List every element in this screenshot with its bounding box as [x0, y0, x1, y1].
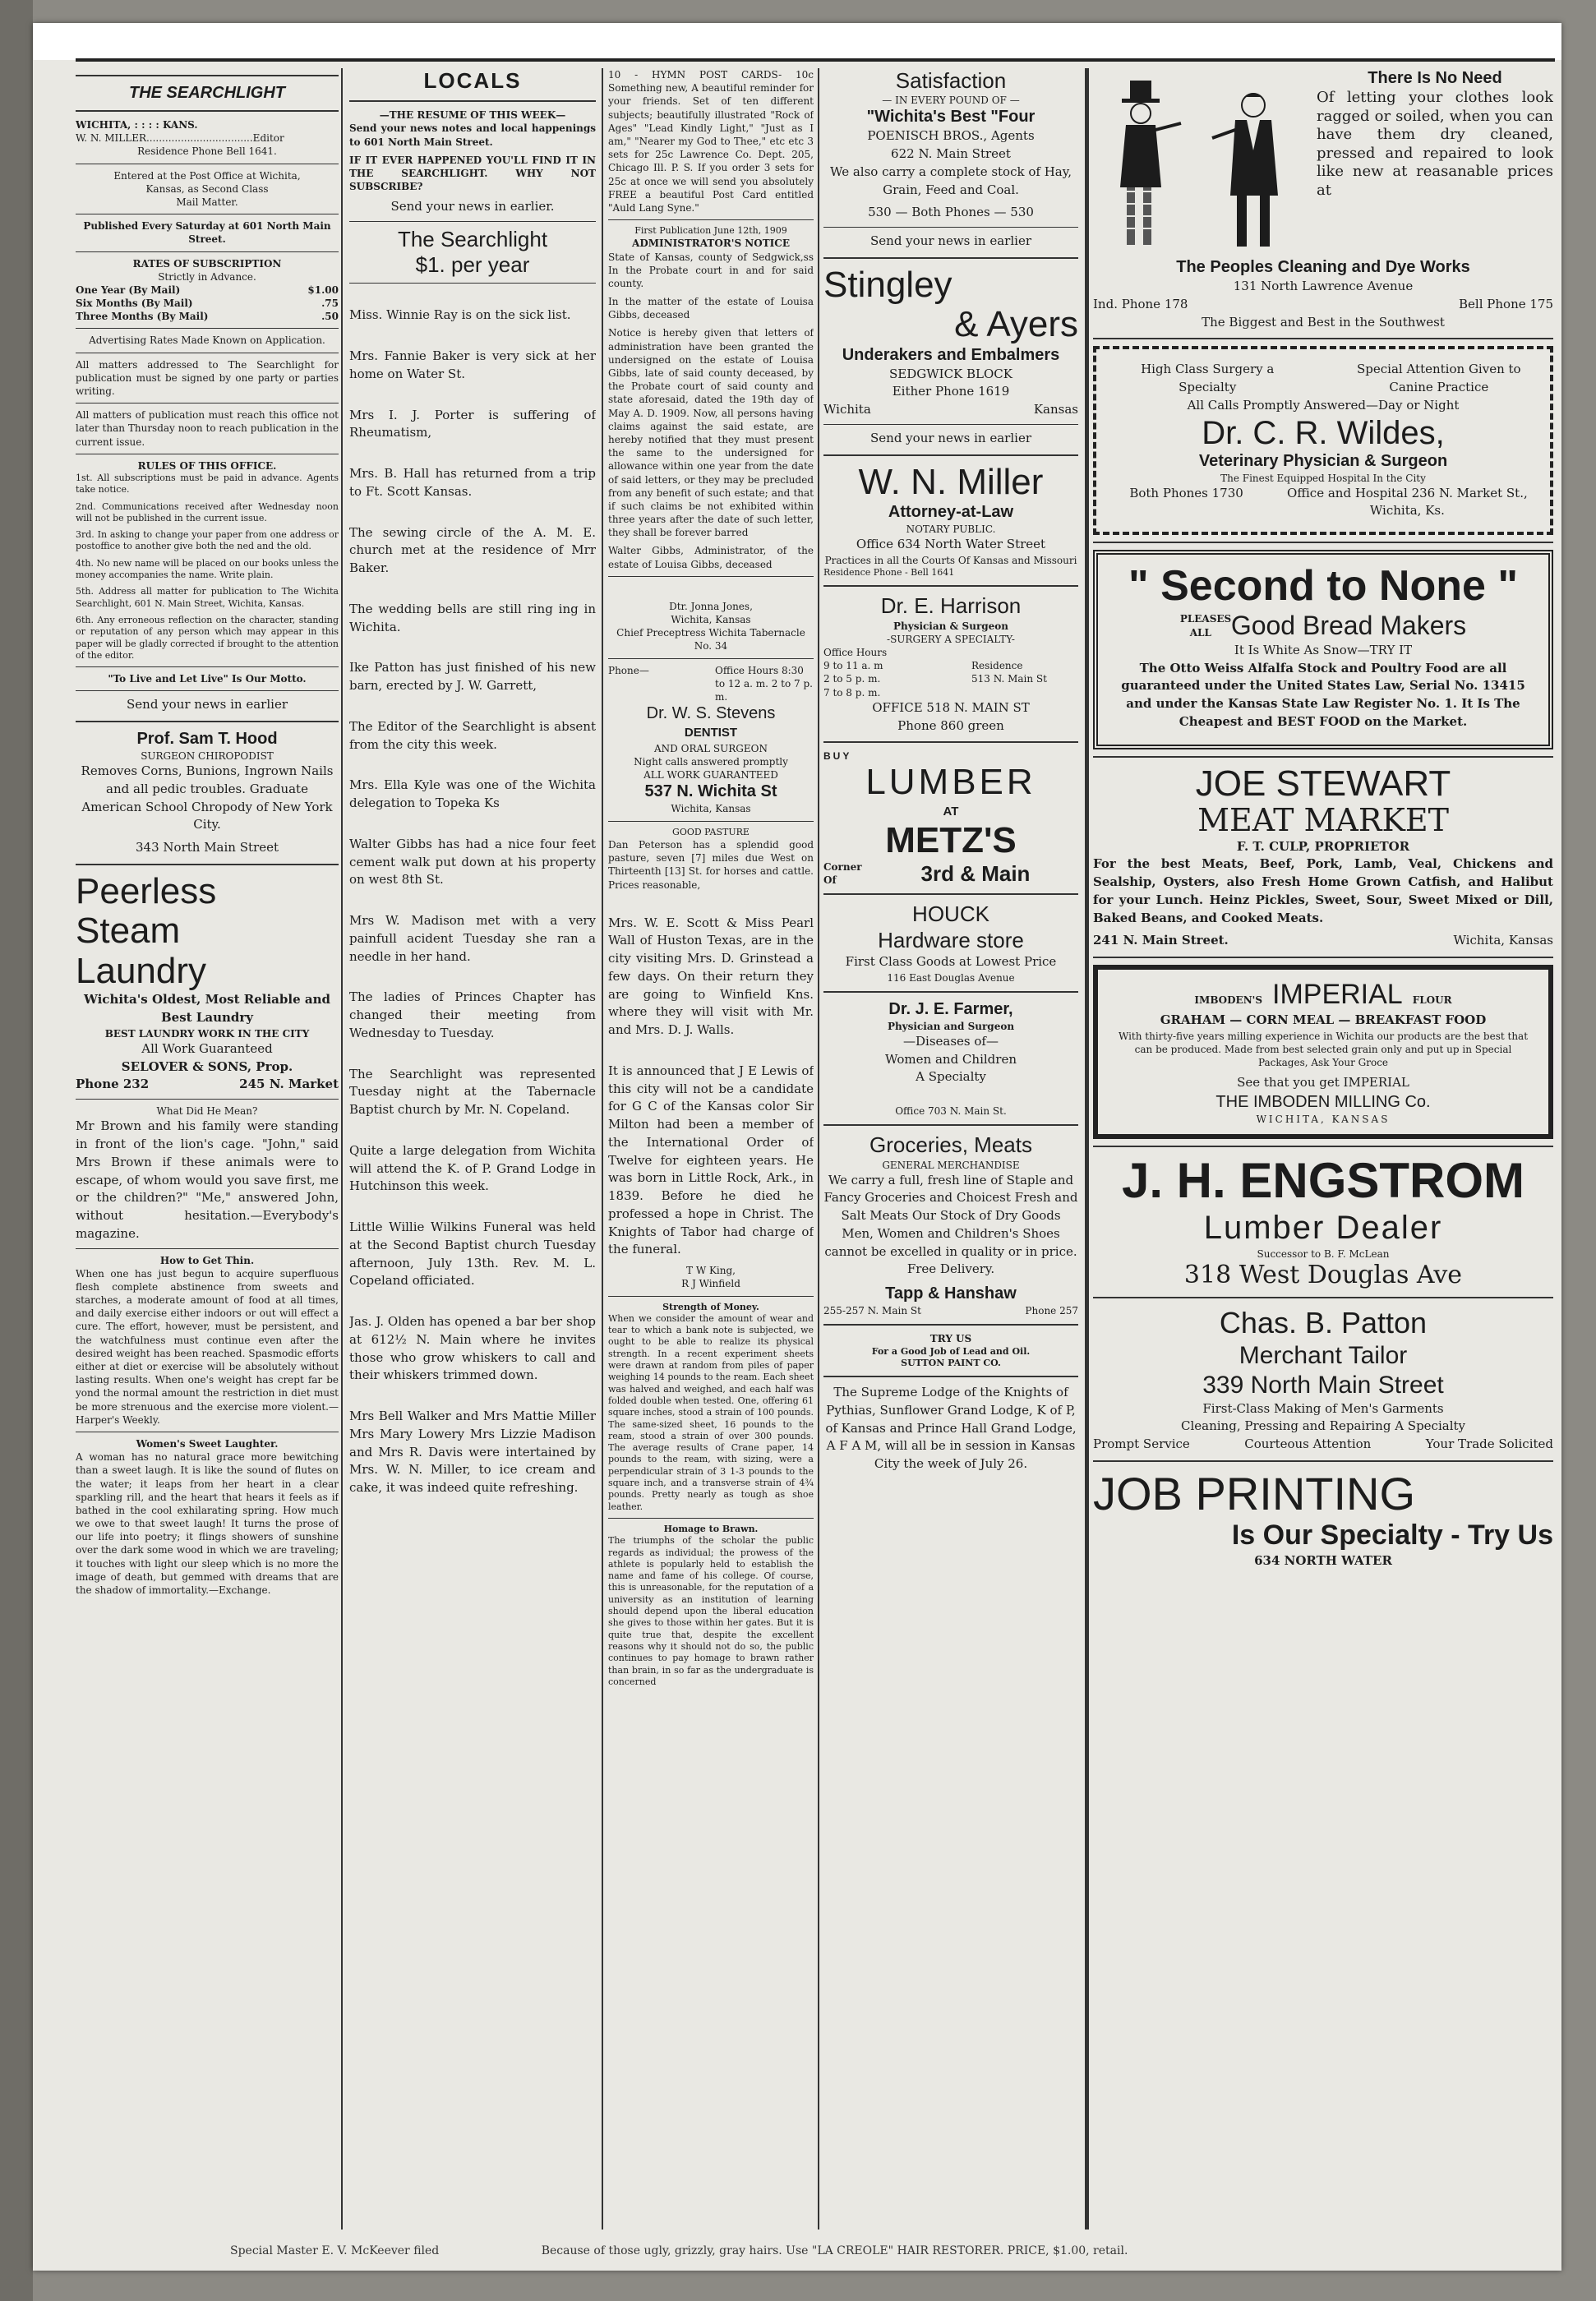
masthead-place: WICHITA, : : : : KANS.: [76, 119, 198, 131]
joe-stewart-body: For the best Meats, Beef, Pork, Lamb, Veal, Chickens and Sealship, Oysters, also Fresh Home Grown Catfish, and Halibut for your Lunch. Heinz Pickles, Sweet, Sour, Sweet Mixed or Dill, Baked Beans, and Cooked Meats.: [1093, 856, 1553, 925]
divider: [76, 75, 339, 76]
divider: [823, 741, 1078, 743]
rate-label: Six Months (By Mail): [76, 297, 193, 310]
groceries-title: Groceries, Meats: [869, 1132, 1032, 1158]
farmer-name: Dr. J. E. Farmer,: [888, 999, 1013, 1018]
divider: [823, 1124, 1078, 1126]
harrison-hours-row: 7 to 8 p. m.: [823, 686, 881, 699]
stevens-guarantee: ALL WORK GUARANTEED: [643, 769, 778, 782]
locals-heading: LOCALS: [423, 68, 522, 93]
laundry-name-line: Laundry: [76, 950, 207, 991]
patton-service: Courteous Attention: [1244, 1436, 1372, 1452]
tapp-contact: [823, 1304, 1078, 1317]
rate-label: Three Months (By Mail): [76, 311, 209, 323]
matters-note: All matters addressed to The Searchlight for publication must be signed by one party or parties writing.: [76, 358, 339, 397]
rates-title: RATES OF SUBSCRIPTION: [132, 257, 282, 270]
divider: [1093, 1146, 1553, 1147]
miller-title: Attorney-at-Law: [888, 503, 1014, 522]
groceries-sub: GENERAL MERCHANDISE: [882, 1159, 1020, 1171]
divider: [823, 454, 1078, 456]
entered-line: Kansas, as Second Class: [145, 182, 269, 195]
pleases-all: PLEASES ALL: [1179, 613, 1232, 639]
two-gentlemen-illustration: [1093, 68, 1307, 257]
office-hours: Office Hours 8:30 to 12 a. m. 2 to 7 p. m.: [715, 664, 813, 703]
divider: [1093, 957, 1553, 958]
imboden-city: WICHITA, KANSAS: [1256, 1114, 1391, 1126]
rule-item: 1st. All subscriptions must be paid in advance. Agents take notice.: [76, 472, 339, 496]
rules-title: RULES OF THIS OFFICE.: [137, 459, 277, 472]
farmer-line: —Diseases of—: [903, 1033, 999, 1049]
divider: [608, 1296, 814, 1297]
divider: [76, 1248, 339, 1249]
harrison-hours-row: [823, 672, 1078, 685]
newspaper-page: [33, 23, 1561, 2271]
rule-item: 6th. Any erroneous reflection on the character, standing or reputation of any person which may appear in this paper will be gladly corrected if brought to the attention of the editor.: [76, 614, 339, 661]
divider: [823, 585, 1078, 587]
jones-line: Chief Preceptress Wichita Tabernacle No. 34: [616, 627, 805, 652]
matters-note: All matters of publication must reach this office not later than Thursday noon to reach publication in the current issue.: [76, 409, 339, 448]
engstrom-name: J. H. ENGSTROM: [1121, 1153, 1525, 1209]
pcd-address: 131 North Lawrence Avenue: [1233, 279, 1414, 293]
spacer: [608, 897, 814, 915]
local-item: The Searchlight was represented Tuesday night at the Tabernacle Baptist church by Mr. N. Copeland.: [349, 1066, 596, 1118]
second-to-none: " Second to None ": [1128, 562, 1518, 611]
divider: [76, 251, 339, 252]
local-item: The sewing circle of the A. M. E. church met at the residence of Mrr Baker.: [349, 524, 596, 576]
residence-phone: Residence Phone Bell 1641.: [137, 145, 277, 158]
stevens-hours: [608, 664, 814, 704]
editor-line: W. N. MILLER..................................Editor: [76, 132, 284, 145]
satisfaction-address: 622 N. Main Street: [891, 146, 1011, 162]
admin-notice-text: Notice is hereby given that letters of administration have been granted the undersigned on the estate of Louisa Gibbs, late of said county deceased, by the Probate court of said county and state aforesaid, dated the 19th day of May A. D. 1909. Now, all persons having claims against the said estate, are hereby notified that they must present the same to the undersigned for allowance within one year from the date of said letters, or they may be precluded from any benefit of such estate; and that if such claims be not exhibited within three years after the date of such letter, they shall be forever barred: [608, 327, 814, 539]
column-rule: [341, 68, 343, 2230]
pasture-title: GOOD PASTURE: [672, 826, 750, 837]
rate-label: One Year (By Mail): [76, 284, 181, 296]
hood-name: Prof. Sam T. Hood: [136, 730, 278, 749]
joe-city: Wichita, Kansas: [1453, 933, 1553, 948]
locals-if-ever: IF IT EVER HAPPENED YOU'LL FIND IT IN THE SEARCHLIGHT. WHY NOT SUBSCRIBE?: [349, 154, 596, 193]
rate-value: .75: [321, 297, 339, 310]
signature: T W King,: [686, 1265, 736, 1277]
local-item: The Editor of the Searchlight is absent from the city this week.: [349, 718, 596, 752]
divider: [608, 576, 814, 577]
divider: [76, 864, 339, 865]
top-rule: [76, 58, 1555, 62]
divider: [1093, 1297, 1553, 1298]
wildes-office: Office and Hospital 236 N. Market St., Wichita, Ks.: [1287, 485, 1528, 519]
stingley-undertakers: Underakers and Embalmers: [842, 345, 1060, 364]
wildes-left-note: High Class Surgery a Specialty: [1141, 362, 1275, 394]
divider: [823, 991, 1078, 993]
houck-line: First Class Goods at Lowest Price: [845, 953, 1057, 969]
top-margin: [33, 23, 1561, 60]
laundry-contact: [76, 1076, 339, 1094]
bread-white: It Is White As Snow—TRY IT: [1234, 642, 1413, 657]
harrison-office: OFFICE 518 N. MAIN ST: [872, 699, 1030, 715]
stevens-night: Night calls answered promptly: [634, 756, 788, 768]
rule-item: 5th. Address all matter for publication to The Wichita Searchlight, 601 N. Main Street, Wichita, Kansas.: [76, 586, 339, 609]
locals-send-notes: Send your news notes and local happenings to 601 North Main Street.: [349, 122, 596, 148]
farmer-title: Physician and Surgeon: [887, 1020, 1015, 1032]
article-title: How to Get Thin.: [159, 1254, 255, 1266]
divider: [823, 893, 1078, 895]
phone-label: Phone—: [608, 664, 649, 676]
farmer-office: Office 703 N. Main St.: [895, 1105, 1007, 1118]
imboden-line: GRAHAM — CORN MEAL — BREAKFAST FOOD: [1160, 1012, 1487, 1027]
divider: [823, 1376, 1078, 1377]
divider: [76, 721, 339, 722]
price-line: $1. per year: [415, 252, 530, 278]
divider: [349, 100, 596, 102]
divider: [608, 658, 814, 659]
pcd-tagline: The Biggest and Best in the Southwest: [1202, 314, 1445, 330]
local-item: Little Willie Wilkins Funeral was held at the Second Baptist church Tuesday afternoon, July 13th. Rev. M. L. Copeland officiated.: [349, 1220, 596, 1289]
column-ads-b: [1093, 68, 1553, 2221]
divider: [823, 227, 1078, 228]
metz-name: METZ'S: [885, 819, 1017, 860]
divider: [76, 690, 339, 691]
patton-address: 339 North Main Street: [1202, 1371, 1444, 1399]
imboden-prefix: IMBODEN'S: [1194, 994, 1262, 1007]
divider: [823, 1324, 1078, 1326]
stevens-name: Dr. W. S. Stevens: [646, 704, 776, 723]
miller-office: Office 634 North Water Street: [856, 537, 1046, 552]
rule-item: 3rd. In asking to change your paper from one address or postoffice to another give both the ned and the old.: [76, 529, 339, 552]
patton-line: Cleaning, Pressing and Repairing A Specialty: [1181, 1418, 1465, 1434]
article-body: When one has just begun to acquire superfluous flesh complete abstinence from sweets and starches, a moderate amount of food at all times, and daily exercise either indoors or out will effect a cure. The effort, however, must be persistent, and the watchfulness must continue even after the desired weight has been reached. Spasmodic efforts either at diet or exercise will be absolutely without lasting results. When one's weight has crept far be yond the normal amount the restriction in diet must be more strenuous and the exercise more violent.—Harper's Weekly.: [76, 1267, 339, 1426]
page-gutter: [0, 0, 33, 2301]
cleaning-body: Of letting your clothes look ragged or soiled, when you can have them dry cleaned, pressed and repaired to look like new at reasanable prices at: [1317, 89, 1553, 199]
local-item: Mrs Bell Walker and Mrs Mattie Miller Mrs Mary Lowery Mrs Lizzie Madison and Mrs R. Davis were intertained by Mrs. W. N. Miller, to ice cream and cake, it was indeed quite refreshing.: [349, 1409, 596, 1496]
patton-line: First-Class Making of Men's Garments: [1202, 1400, 1444, 1416]
article-body: The triumphs of the scholar the public regards as individual; the prowess of the athlete is popularly held to establish the name and fame of his college. Of course, this is unreasonable, for the reputation of a university as an institution of learning should depend upon the liberal education she gives to those within her gates. But it is quite true that, despite the excellent reasons why it should not do so, the public continues to pay homage to brawn rather than brain, in so far as the undergraduate is concerned: [608, 1535, 814, 1687]
tapp-phone: Phone 257: [1025, 1305, 1078, 1317]
farmer-line: A Specialty: [916, 1069, 986, 1085]
divider: [823, 424, 1078, 425]
job-printing-address: 634 NORTH WATER: [1254, 1553, 1392, 1569]
corner-location: 3rd & Main: [920, 860, 1031, 886]
local-item: Mrs. Ella Kyle was one of the Wichita delegation to Topeka Ks: [349, 777, 596, 811]
local-item: Mrs. Fannie Baker is very sick at her home on Water St.: [349, 348, 596, 381]
stevens-sub: AND ORAL SURGEON: [654, 742, 768, 754]
illustration-svg: [1097, 72, 1303, 257]
patton-service: Prompt Service: [1093, 1436, 1190, 1452]
divider: [76, 110, 339, 112]
corner-label: Corner Of: [823, 861, 862, 887]
send-news-note: Send your news in earlier.: [390, 199, 555, 214]
imboden-flour: FLOUR: [1412, 994, 1452, 1007]
article-body: Mr Brown and his family were standing in front of the lion's cage. "John," said Mrs Brown if these animals were to escape, of whom would you save first, me or the children?" "Me," answered John, without hesitation.—Everybody's magazine.: [76, 1118, 339, 1241]
residence-label: Residence: [971, 660, 1023, 672]
laundry-address: 245 N. Market: [239, 1077, 339, 1092]
joe-stewart-market: MEAT MARKET: [1197, 801, 1449, 838]
lumber-at: AT: [943, 804, 959, 818]
stingley-block: SEDGWICK BLOCK: [889, 366, 1012, 381]
column-ads-a: [823, 68, 1078, 2221]
stingley-name: Stingley: [823, 264, 953, 305]
patton-name: Chas. B. Patton: [1219, 1306, 1428, 1340]
local-item: The wedding bells are still ring ing in Wichita.: [349, 601, 596, 634]
divider: [1093, 1460, 1553, 1462]
jones-line: Dtr. Jonna Jones,: [669, 600, 753, 612]
rate-row: [76, 297, 339, 310]
article-body: When we consider the amount of wear and tear to which a bank note is subjected, we ought to be able to realize its physical strength. In a recent experiment sheets were drawn at random from piles of paper weighing 14 pounds to the ream. Each sheet was halved and weighed, and each half was folded double when tested. One, offering 61 square inches, stood a strain of 100 pounds. The same-sized sheet, 16 pounds to the ream, stood a strain of over 300 pounds. The average results of Crane paper, 14 pounds to the ream, with sizing, were a perpendicular strain of 3 1-3 pounds to the square inch, and a transverse strain of 4¾ pounds. Pretty nearly as tough as shoe leather.: [608, 1312, 814, 1512]
local-item: Miss. Winnie Ray is on the sick list.: [349, 307, 571, 323]
imboden-company: THE IMBODEN MILLING Co.: [1215, 1093, 1431, 1112]
jones-line: Wichita, Kansas: [671, 614, 751, 626]
rate-row: [76, 310, 339, 323]
harrison-name: Dr. E. Harrison: [880, 593, 1022, 619]
rule-item: 2nd. Communications received after Wednesday noon will not be published in the current issue.: [76, 500, 339, 523]
bread-line: [1109, 610, 1537, 641]
imboden-header: [1109, 978, 1537, 1012]
laundry-phone: Phone 232: [76, 1077, 150, 1092]
local-item: Quite a large delegation from Wichita will attend the K. of P. Grand Lodge in Hutchinson this week.: [349, 1142, 596, 1194]
admin-notice-signature: Walter Gibbs, Administrator, of the estate of Louisa Gibbs, deceased: [608, 545, 814, 570]
divider: [76, 666, 339, 667]
laundry-owner: SELOVER & SONS, Prop.: [121, 1058, 293, 1074]
patton-title: Merchant Tailor: [1239, 1341, 1408, 1369]
job-printing-title: JOB PRINTING: [1093, 1467, 1416, 1519]
local-item: Mrs. B. Hall has returned from a trip to Ft. Scott Kansas.: [349, 466, 596, 499]
lumber-buy: BUY: [823, 750, 852, 763]
paint-try: TRY US: [929, 1333, 972, 1345]
article-title: Strength of Money.: [662, 1301, 759, 1312]
laundry-desc: BEST LAUNDRY WORK IN THE CITY: [104, 1027, 310, 1040]
joe-stewart-proprietor: F. T. CULP, PROPRIETOR: [1236, 838, 1410, 854]
admin-notice-text: State of Kansas, county of Sedgwick,ss In the Probate court in and for said county.: [608, 251, 814, 289]
divider: [1093, 542, 1553, 543]
wildes-name: Dr. C. R. Wildes,: [1202, 414, 1445, 451]
wildes-calls: All Calls Promptly Answered—Day or Night: [1187, 397, 1460, 413]
metz-corner: [823, 860, 1078, 887]
hood-address: 343 North Main Street: [136, 840, 279, 855]
wildes-bottom: [1113, 485, 1534, 521]
divider: [76, 328, 339, 329]
column-rule: [602, 68, 603, 2230]
local-item: Walter Gibbs has had a nice four feet cement walk put down at his property on west 8th St.: [349, 836, 596, 888]
paint-line: For a Good Job of Lead and Oil.: [871, 1345, 1031, 1357]
satisfaction-title: Satisfaction: [895, 68, 1007, 93]
stingley-phone: Either Phone 1619: [892, 384, 1010, 399]
pcd-bell-phone: Bell Phone 175: [1459, 296, 1553, 311]
cleaning-ad: [1093, 68, 1553, 257]
price-line: The Searchlight: [397, 227, 548, 252]
published-line: Published Every Saturday at 601 North Main Street.: [83, 220, 331, 246]
spacer: [823, 1086, 1078, 1104]
patton-services: [1093, 1436, 1553, 1454]
first-publication: First Publication June 12th, 1909: [634, 225, 787, 237]
miller-name: W. N. Miller: [858, 461, 1044, 502]
pasture-body: Dan Peterson has a splendid good pasture, seven [7] miles due West on Thirteenth [13] St. for horses and cattle. Prices reasonable,: [608, 838, 814, 891]
laundry-desc: Wichita's Oldest, Most Reliable and Best Laundry: [84, 992, 330, 1025]
column-rule: [818, 68, 819, 2230]
local-item: Jas. J. Olden has opened a bar ber shop at 612½ N. Main where he invites those who grow whiskers to call and their whiskers trimmed down.: [349, 1314, 596, 1383]
miller-notary: NOTARY PUBLIC.: [906, 523, 996, 536]
joe-address: 241 N. Main Street.: [1093, 933, 1229, 948]
local-item: Ike Patton has just finished of his new barn, erected by J. W. Garrett,: [349, 660, 596, 694]
hood-title: SURGEON CHIROPODIST: [141, 750, 274, 763]
divider: [1093, 756, 1553, 758]
houck-name: HOUCK: [912, 901, 989, 927]
masthead-title: THE SEARCHLIGHT: [129, 84, 285, 102]
lewis-note: It is announced that J E Lewis of this city will not be a candidate for G C of the Kansas color Sir Milton had been a member of the International Order of Twelve for eighteen years. He was born in Little Rock, Ark., in 1839. Before he died he professed a hope in Christ. The Knights of Tabor had charge of the funeral.: [608, 1063, 814, 1257]
bread-makers: Good Bread Makers: [1230, 611, 1467, 641]
divider: [349, 221, 596, 222]
send-news-note: Send your news in earlier: [870, 430, 1031, 445]
lumber-word: LUMBER: [865, 762, 1036, 803]
engstrom-address: 318 West Douglas Ave: [1183, 1261, 1463, 1290]
divider: [608, 219, 814, 220]
imboden-body: With thirty-five years milling experience in Wichita our products are the best that can be produced. Made from best selected grain only and put up in Special Packages, Ask Your Groce: [1118, 1030, 1529, 1069]
houck-store: Hardware store: [878, 927, 1024, 952]
hours: 2 to 5 p. m.: [823, 673, 881, 685]
bleed-left: Special Master E. V. McKeever filed: [230, 2244, 440, 2257]
pcd-name: The Peoples Cleaning and Dye Works: [1176, 258, 1470, 276]
weiss-body: The Otto Weiss Alfalfa Stock and Poultry Food are all guaranteed under the United States Law, Serial No. 13415 and under the Kansas State Law Register No. 1. It Is The Cheapest and BEST FOOD on the Market.: [1121, 660, 1525, 729]
joe-stewart-contact: [1093, 932, 1553, 950]
satisfaction-phones: 530 — Both Phones — 530: [868, 205, 1034, 220]
stingley-city: [823, 401, 1078, 419]
send-news-note: Send your news in earlier: [127, 697, 288, 712]
stevens-city: Wichita, Kansas: [671, 803, 751, 815]
state: Kansas: [1033, 402, 1078, 417]
bread-ad: [1093, 550, 1553, 749]
send-news-note: Send your news in earlier: [870, 233, 1031, 249]
engstrom-successor: Successor to B. F. McLean: [1257, 1248, 1390, 1261]
spacer: [349, 288, 596, 307]
rule-item: 4th. No new name will be placed on our books unless the money accompanies the name. Write plain.: [76, 557, 339, 581]
column-rule: [1085, 68, 1089, 2230]
wildes-top: [1113, 361, 1534, 397]
laundry-name-line: Steam: [76, 911, 181, 952]
pcd-phones: [1093, 296, 1553, 314]
joe-stewart-name: JOE STEWART: [1195, 763, 1451, 804]
advertising-note: Advertising Rates Made Known on Application.: [89, 334, 325, 347]
bottom-bleed-text: [33, 2238, 1561, 2271]
article-body: A woman has no natural grace more bewitching than a sweet laugh. It is like the sound of flutes on the water; it leaps from her heart in a clear sparkling rill, and the heart that hears it feels as if bathed in the cool exhilarating spring. How much we owe to that sweet laugh! It turns the prose of our life into poetry; it flings showers of sunshine over the dark some wood in which we are traveling; it touches with light our sleep which is no more the image of death, but gemmed with dreams that are the shadow of immortality.—Exchange.: [76, 1451, 339, 1597]
divider: [1093, 338, 1553, 339]
locals-resume: —THE RESUME OF THIS WEEK—: [379, 109, 566, 122]
article-title: Women's Sweet Laughter.: [136, 1437, 279, 1450]
spacer: [608, 582, 814, 600]
divider: [608, 821, 814, 822]
article-title: Homage to Brawn.: [663, 1523, 759, 1534]
hours: 9 to 11 a. m: [823, 660, 883, 672]
laundry-desc: All Work Guaranteed: [141, 1040, 273, 1056]
motto: "To Live and Let Live" Is Our Motto.: [108, 673, 307, 685]
local-item: Mrs W. Madison met with a very painfull acident Tuesday she ran a needle in her hand.: [349, 913, 596, 964]
pythias-note: The Supreme Lodge of the Knights of Pythias, Sunflower Grand Lodge, K of P, of Kansas and Prince Hall Grand Lodge, A F A M, will all be in session in Kansas City the week of July 26.: [825, 1385, 1077, 1472]
bleed-right: Because of those ugly, grizzly, gray hairs. Use "LA CREOLE" HAIR RESTORER. PRICE, $1.00, retail.: [541, 2244, 1128, 2257]
divider: [823, 257, 1078, 259]
residence-address: 513 N. Main St: [971, 673, 1047, 685]
rate-row: [76, 284, 339, 297]
tapp-address: 255-257 N. Main St: [823, 1305, 921, 1317]
laundry-name-line: Peerless: [76, 870, 217, 911]
entered-line: Mail Matter.: [176, 196, 238, 208]
admin-notice-title: ADMINISTRATOR'S NOTICE: [632, 237, 790, 250]
harrison-phone: Phone 860 green: [897, 717, 1004, 733]
column-locals: [349, 68, 596, 2221]
wildes-title: Veterinary Physician & Surgeon: [1198, 451, 1448, 470]
city: Wichita: [823, 402, 871, 417]
engstrom-title: Lumber Dealer: [1203, 1210, 1443, 1247]
column-notices: [608, 68, 814, 2221]
patton-service: Your Trade Solicited: [1425, 1436, 1553, 1452]
wildes-hospital: The Finest Equipped Hospital In the City: [1220, 472, 1426, 484]
divider: [608, 1518, 814, 1519]
local-item: The ladies of Princes Chapter has changed their meeting from Wednesday to Tuesday.: [349, 989, 596, 1040]
wildes-right-note: Special Attention Given to Canine Practice: [1357, 362, 1521, 394]
harrison-hours-label: Office Hours: [823, 647, 888, 659]
job-printing-specialty: Is Our Specialty - Try Us: [1231, 1519, 1553, 1552]
stevens-title: DENTIST: [684, 726, 738, 740]
postcards-ad: 10 - HYMN POST CARDS- 10c Something new, A beautiful reminder for your friends. Set of ten different subjects; beautifully illustrated "Rock of Ages" "Lead Kindly Light," "Just as I am," "Nearer my God to Thee," etc etc 3 sets for 25c Lawrence Co. Dept. 205, Chicago Ill. P. S. If you order 3 sets for 25c at once we will send you absolutely FREE a beautiful Post Card entitled "Auld Lang Syne.": [608, 69, 814, 214]
spacer: [608, 1044, 814, 1063]
imboden-see: See that you get IMPERIAL: [1237, 1075, 1409, 1091]
scott-note: Mrs. W. E. Scott & Miss Pearl Wall of Huston Texas, are in the city visiting Mrs. D. Grinstead a few days. On their return they are going to Winfield Kns. where they will visit with Mr. and Mrs. D. J. Walls.: [608, 915, 814, 1038]
stevens-address: 537 N. Wichita St: [644, 782, 777, 801]
rates-sub: Strictly in Advance.: [158, 270, 256, 283]
paint-company: SUTTON PAINT CO.: [901, 1357, 1001, 1368]
satisfaction-line: We also carry a complete stock of Hay, Grain, Feed and Coal.: [830, 164, 1072, 197]
farmer-line: Women and Children: [885, 1051, 1017, 1067]
rate-value: .50: [321, 311, 339, 323]
imboden-ad: [1093, 965, 1553, 1139]
rate-value: $1.00: [307, 284, 339, 296]
divider: [349, 283, 596, 284]
wildes-phones: Both Phones 1730: [1129, 485, 1243, 500]
harrison-title: Physician & Surgeon: [893, 620, 1009, 632]
article-title: What Did He Mean?: [156, 1105, 258, 1118]
tapp-name: Tapp & Hanshaw: [885, 1284, 1017, 1303]
wildes-ad: [1093, 346, 1553, 535]
miller-residence: Residence Phone - Bell 1641: [823, 567, 955, 579]
miller-courts: Practices in all the Courts Of Kansas and Missouri: [824, 554, 1077, 566]
local-item: Mrs I. J. Porter is suffering of Rheumatism,: [349, 407, 596, 440]
admin-notice-text: In the matter of the estate of Louisa Gibbs, deceased: [608, 296, 814, 321]
satisfaction-sub: — IN EVERY POUND OF —: [882, 95, 1020, 107]
satisfaction-brand: "Wichita's Best "Four: [866, 108, 1036, 127]
stingley-name: & Ayers: [954, 304, 1078, 345]
harrison-hours-row: [823, 659, 1078, 672]
column-masthead: [76, 68, 339, 2221]
houck-address: 116 East Douglas Avenue: [887, 971, 1015, 984]
harrison-specialty: -SURGERY A SPECIALTY-: [887, 633, 1015, 645]
hood-body: Removes Corns, Bunions, Ingrown Nails and all pedic troubles. Graduate American School Chropody of New York City.: [81, 763, 334, 832]
satisfaction-agents: POENISCH BROS., Agents: [867, 128, 1035, 144]
signature: R J Winfield: [681, 1278, 740, 1290]
divider: [76, 1099, 339, 1100]
groceries-body: We carry a full, fresh line of Staple and Fancy Groceries and Choicest Fresh and Salt Meats Our Stock of Dry Goods Men, Women and Children's Shoes cannot be excelled in quality or in price. Free Delivery.: [823, 1172, 1078, 1277]
cleaning-title: There Is No Need: [1368, 69, 1502, 87]
pcd-ind-phone: Ind. Phone 178: [1093, 296, 1188, 311]
imboden-brand: IMPERIAL: [1272, 979, 1403, 1011]
entered-line: Entered at the Post Office at Wichita,: [113, 169, 301, 182]
